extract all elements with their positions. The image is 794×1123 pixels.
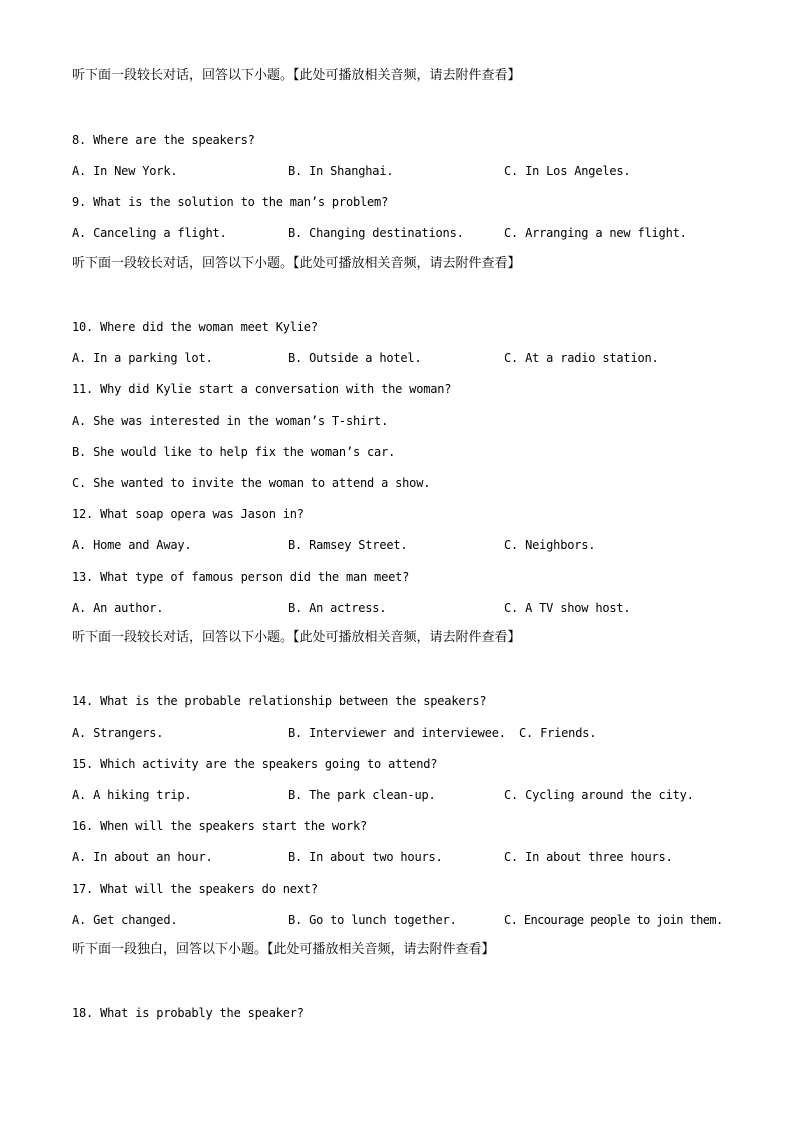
option-a: A. A hiking trip. <box>72 788 192 802</box>
option-c: C. She wanted to invite the woman to attend a show. <box>72 476 431 490</box>
option-c: C. Friends. <box>519 726 597 740</box>
option-c: C. A TV show host. <box>504 601 631 615</box>
option-b: B. Interviewer and interviewee. <box>288 726 506 740</box>
option-b: B. Changing destinations. <box>288 226 464 240</box>
option-a: A. In New York. <box>72 164 178 178</box>
option-c: C. Cycling around the city. <box>504 788 694 802</box>
option-b: B. She would like to help fix the woman’s car. <box>72 445 396 459</box>
section-instruction: 听下面一段独白，回答以下小题。【此处可播放相关音频，请去附件查看】 <box>72 942 495 957</box>
option-a: A. An author. <box>72 601 164 615</box>
question-stem: 14. What is the probable relationship between the speakers? <box>72 694 487 708</box>
question-stem: 12. What soap opera was Jason in? <box>72 507 304 521</box>
option-b: B. An actress. <box>288 601 387 615</box>
option-c: C. Encourage people to join them. <box>504 913 723 927</box>
option-a: A. Home and Away. <box>72 538 192 552</box>
question-stem: 11. Why did Kylie start a conversation with the woman? <box>72 382 452 396</box>
option-b: B. Go to lunch together. <box>288 913 457 927</box>
option-b: B. The park clean-up. <box>288 788 436 802</box>
question-stem: 13. What type of famous person did the man meet? <box>72 570 410 584</box>
option-c: C. In Los Angeles. <box>504 164 631 178</box>
question-stem: 8. Where are the speakers? <box>72 133 255 147</box>
option-c: C. In about three hours. <box>504 850 673 864</box>
option-c: C. At a radio station. <box>504 351 659 365</box>
option-c: C. Arranging a new flight. <box>504 226 687 240</box>
option-b: B. In Shanghai. <box>288 164 394 178</box>
question-stem: 10. Where did the woman meet Kylie? <box>72 320 318 334</box>
option-a: A. Get changed. <box>72 913 178 927</box>
section-instruction: 听下面一段较长对话，回答以下小题。【此处可播放相关音频，请去附件查看】 <box>72 256 521 271</box>
option-a: A. She was interested in the woman’s T-shirt. <box>72 414 389 428</box>
option-a: A. In about an hour. <box>72 850 213 864</box>
section-instruction: 听下面一段较长对话，回答以下小题。【此处可播放相关音频，请去附件查看】 <box>72 630 521 645</box>
question-stem: 15. Which activity are the speakers going to attend? <box>72 757 438 771</box>
option-a: A. Strangers. <box>72 726 164 740</box>
question-stem: 16. When will the speakers start the work? <box>72 819 368 833</box>
option-c: C. Neighbors. <box>504 538 596 552</box>
question-stem: 18. What is probably the speaker? <box>72 1006 304 1020</box>
option-a: A. In a parking lot. <box>72 351 213 365</box>
option-b: B. In about two hours. <box>288 850 443 864</box>
question-stem: 9. What is the solution to the man’s problem? <box>72 195 389 209</box>
option-a: A. Canceling a flight. <box>72 226 227 240</box>
section-instruction: 听下面一段较长对话，回答以下小题。【此处可播放相关音频，请去附件查看】 <box>72 68 521 83</box>
question-stem: 17. What will the speakers do next? <box>72 882 318 896</box>
option-b: B. Outside a hotel. <box>288 351 422 365</box>
option-b: B. Ramsey Street. <box>288 538 408 552</box>
